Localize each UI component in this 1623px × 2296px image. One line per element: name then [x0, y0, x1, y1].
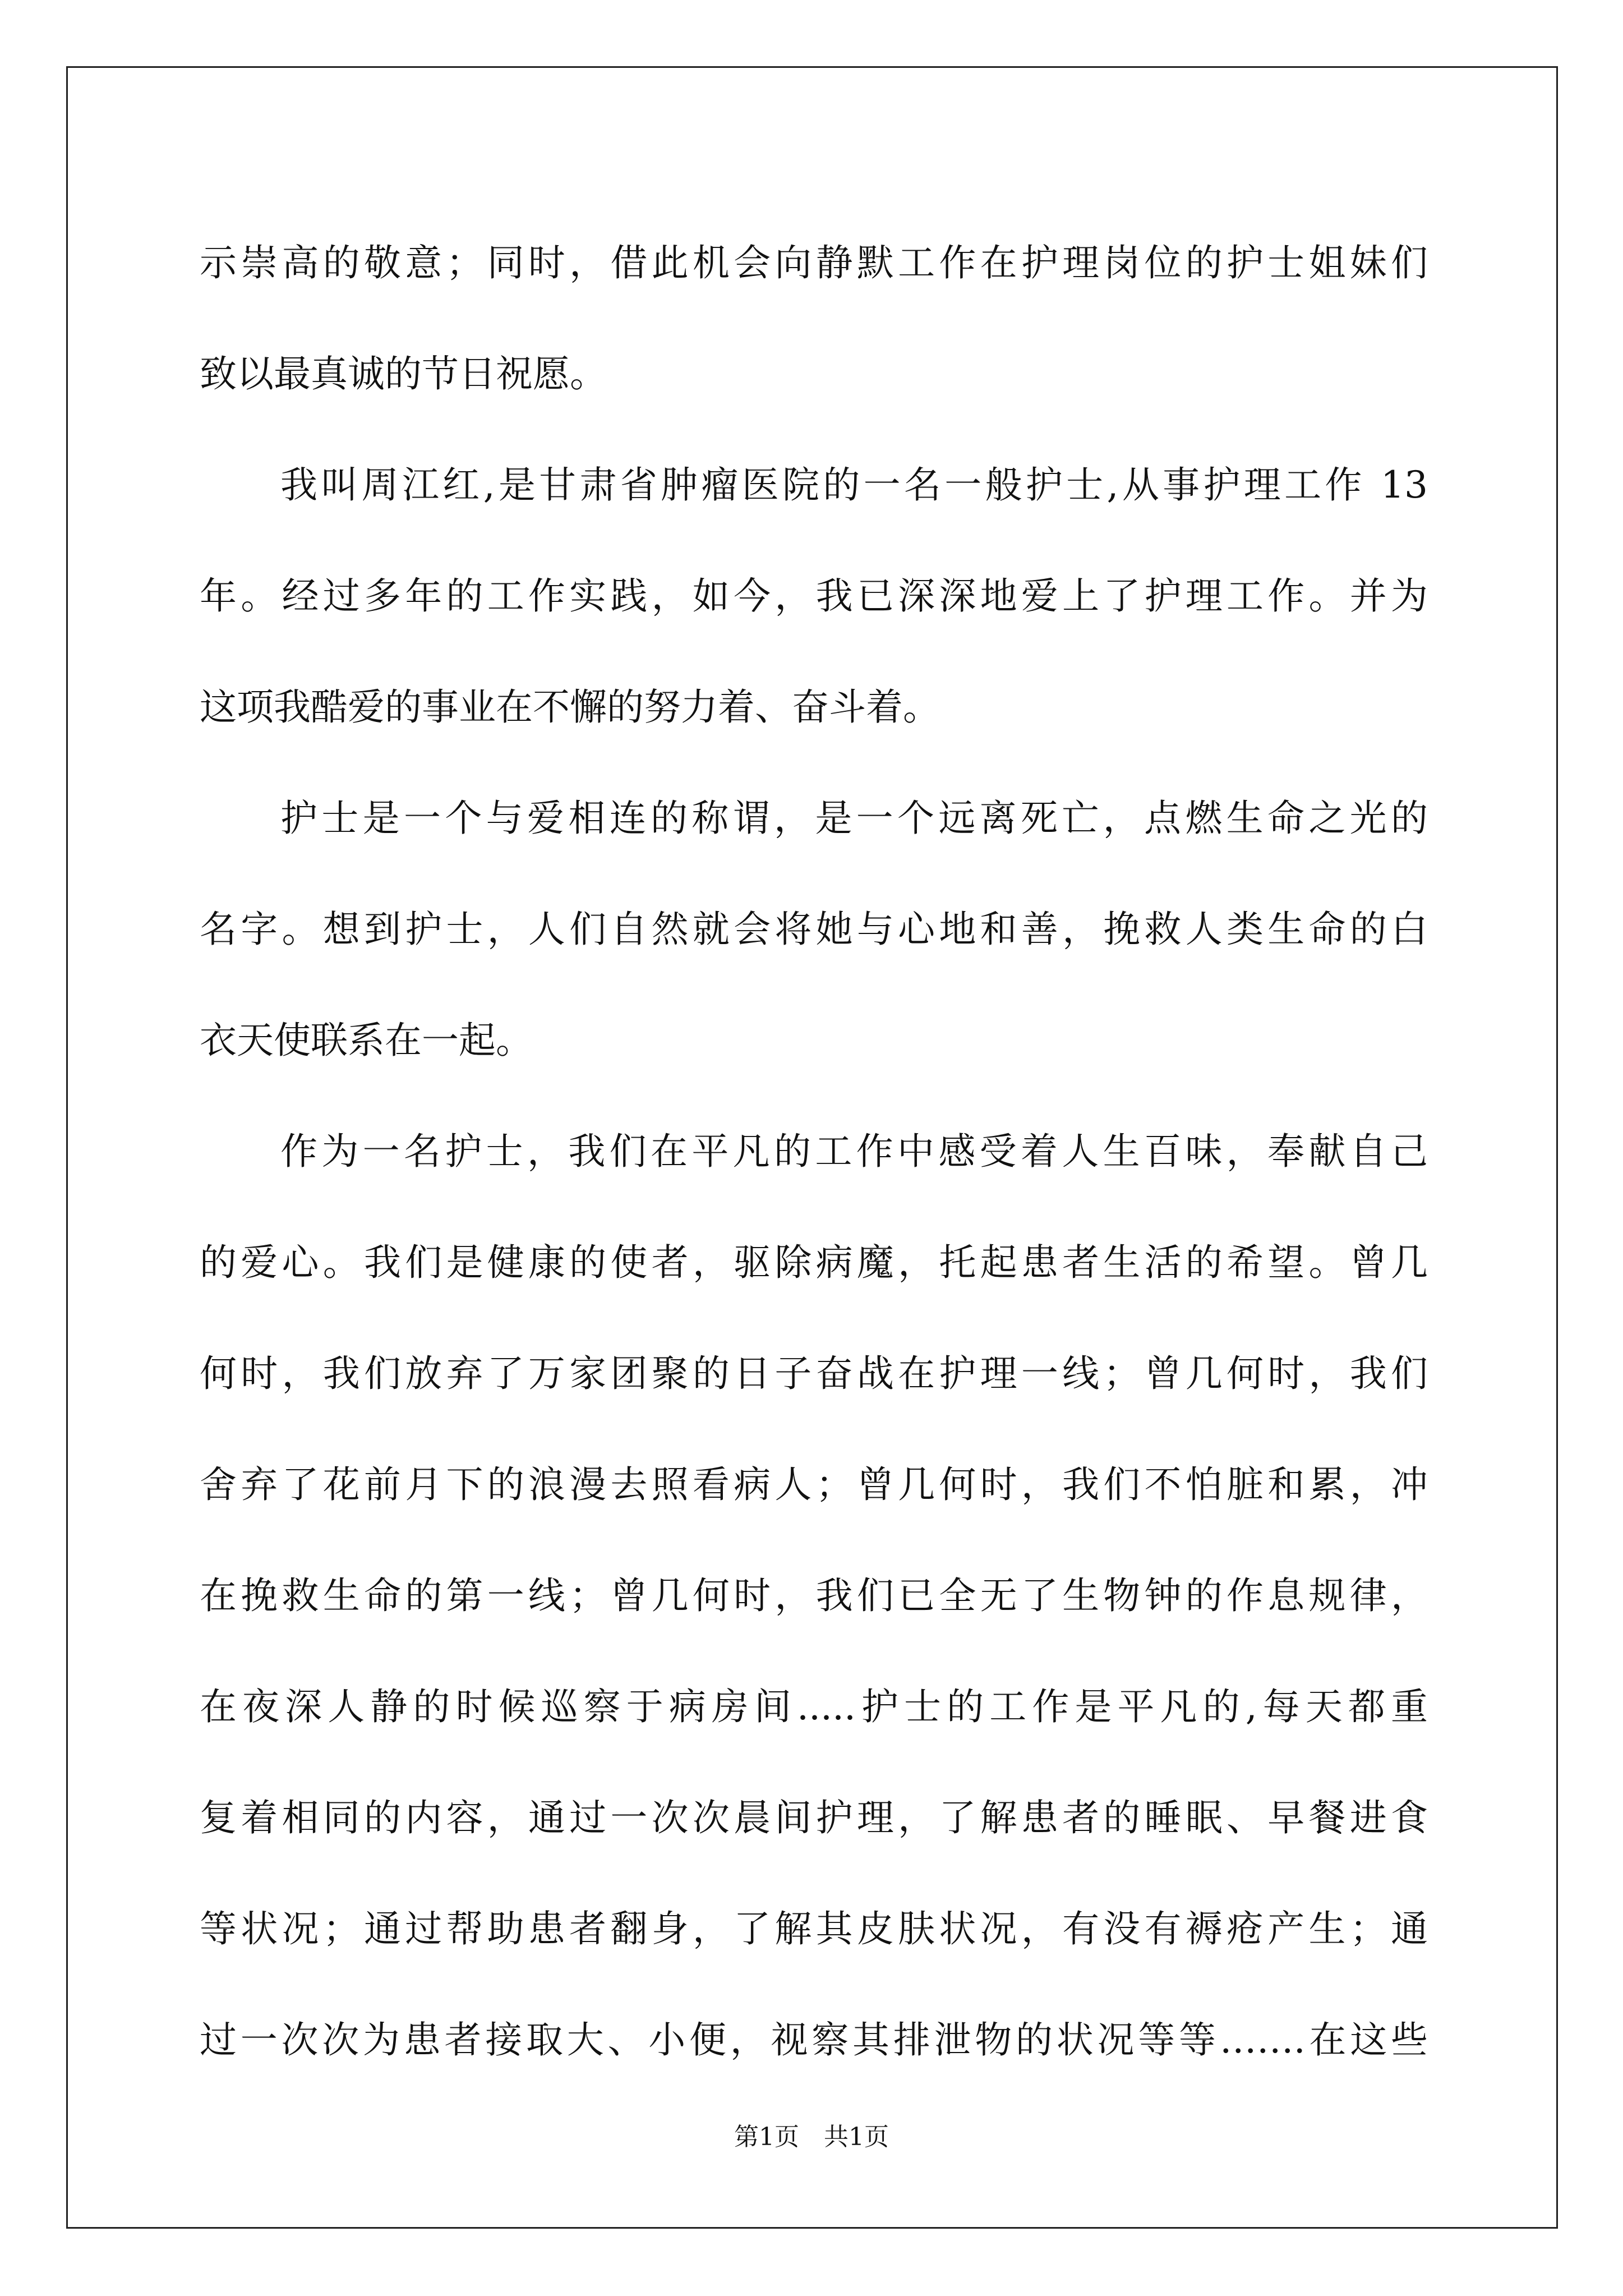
- text-line: 舍弃了花前月下的浪漫去照看病人；曾几何时，我们不怕脏和累，冲: [200, 1463, 1428, 1506]
- paragraph-1: [200, 208, 1428, 430]
- paragraph-2: [200, 430, 1428, 763]
- paragraph-3: [200, 763, 1428, 1096]
- text-line: 在夜深人静的时候巡察于病房间.....护士的工作是平凡的,每天都重: [200, 1685, 1428, 1728]
- text-line: 复着相同的内容，通过一次次晨间护理，了解患者的睡眠、早餐进食: [200, 1796, 1428, 1839]
- text-line: 等状况；通过帮助患者翻身，了解其皮肤状况，有没有褥疮产生；通: [200, 1907, 1428, 1950]
- text-line: 的爱心。我们是健康的使者，驱除病魔，托起患者生活的希望。曾几: [200, 1241, 1428, 1284]
- text-line: 何时，我们放弃了万家团聚的日子奋战在护理一线；曾几何时，我们: [200, 1352, 1428, 1395]
- document-body: [200, 208, 1428, 2096]
- text-line: 作为一名护士，我们在平凡的工作中感受着人生百味，奉献自己: [280, 1130, 1428, 1173]
- text-line: 这项我酷爱的事业在不懈的努力着、奋斗着。: [200, 685, 940, 729]
- paragraph-4: [200, 1096, 1428, 2096]
- text-line: 年。经过多年的工作实践，如今，我已深深地爱上了护理工作。并为: [200, 574, 1428, 618]
- text-line: 护士是一个与爱相连的称谓，是一个远离死亡，点燃生命之光的: [280, 797, 1428, 840]
- page-footer: 第1页 共1页: [734, 2123, 889, 2151]
- text-line: 示崇高的敬意；同时，借此机会向静默工作在护理岗位的护士姐妹们: [200, 241, 1428, 284]
- text-line: 衣天使联系在一起。: [200, 1019, 533, 1062]
- text-line: 名字。想到护士，人们自然就会将她与心地和善，挽救人类生命的白: [200, 908, 1428, 951]
- text-line: 过一次次为患者接取大、小便，视察其排泄物的状况等等…….在这些: [200, 2018, 1428, 2062]
- text-line: 在挽救生命的第一线；曾几何时，我们已全无了生物钟的作息规律，: [200, 1574, 1428, 1617]
- text-line: 致以最真诚的节日祝愿。: [200, 352, 607, 395]
- text-line: 我叫周江红,是甘肃省肿瘤医院的一名一般护士,从事护理工作 13: [280, 463, 1428, 507]
